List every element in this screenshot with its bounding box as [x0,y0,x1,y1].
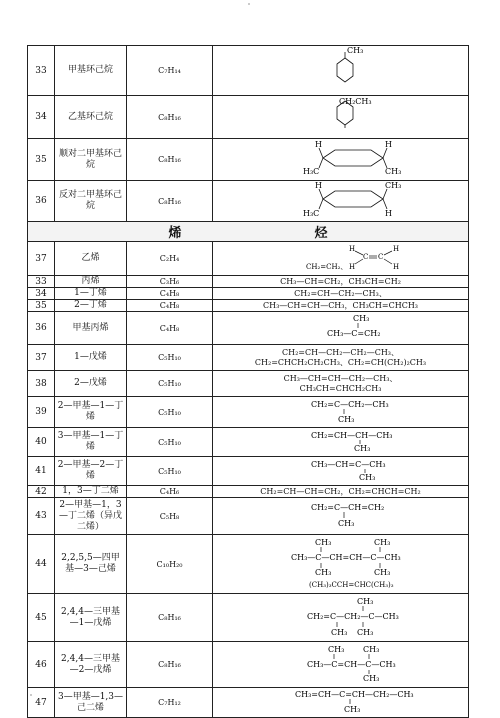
svg-text:CH₃—CH=C—CH₃: CH₃—CH=C—CH₃ [311,460,386,469]
row-number: 44 [28,535,55,594]
molecular-formula: C₄H₈ [127,312,213,345]
table-row [28,371,469,397]
structure-diagram [213,594,469,638]
row-number: 37 [28,345,55,371]
section-row [28,222,469,242]
svg-text:H: H [349,245,356,253]
svg-text:CH₃—C=CH₂: CH₃—C=CH₂ [327,329,381,338]
svg-text:CH₃: CH₃ [363,674,380,683]
structure-cell [213,688,469,718]
molecular-formula: C₅H₁₀ [127,397,213,428]
structure-text: CH₃—CH=CH₂，CH₃CH=CH₂ [213,276,469,288]
molecular-formula: C₄H₈ [127,300,213,312]
row-number: 33 [28,276,55,288]
compound-name: 顺对二甲基环己烷 [55,139,127,181]
row-number: 33 [28,46,55,96]
molecular-formula: C₈H₁₆ [127,139,213,181]
compound-name: 2,2,5,5—四甲基—3—己烯 [55,535,127,594]
table-row [28,139,469,181]
molecular-formula: C₈H₁₆ [127,594,213,642]
row-number: 40 [28,428,55,457]
molecular-formula: C₈H₁₆ [127,96,213,139]
row-number: 34 [28,288,55,300]
svg-text:H: H [393,245,400,253]
svg-text:CH₃: CH₃ [315,538,332,547]
compound-name: 乙基环己烷 [55,96,127,139]
structure-diagram [213,428,469,453]
compound-name: 1—丁烯 [55,288,127,300]
row-number: 36 [28,312,55,345]
svg-text:(CH₃)₃CCH=CHC(CH₃)₃: (CH₃)₃CCH=CHC(CH₃)₃ [309,581,394,589]
svg-text:CH₃: CH₃ [385,181,402,190]
compound-name: 乙烯 [55,242,127,276]
svg-text:CH₃: CH₃ [344,705,361,714]
compound-name: 1，3—丁二烯 [55,486,127,498]
structure-diagram [213,96,469,135]
svg-text:H₃C: H₃C [303,167,320,176]
row-number: 47 [28,688,55,718]
table-row [28,594,469,642]
compound-name: 反对二甲基环己烷 [55,181,127,222]
molecular-formula: C₄H₈ [127,288,213,300]
row-number: 35 [28,300,55,312]
row-number: 41 [28,457,55,486]
structure-cell [213,96,469,139]
structure-diagram [213,457,469,482]
row-number: 35 [28,139,55,181]
row-number: 42 [28,486,55,498]
structure-cell [213,242,469,276]
molecular-formula: C₅H₁₀ [127,371,213,397]
svg-text:CH₃: CH₃ [331,628,348,637]
structure-text: CH₃CH=CHCH₂CH₃ [299,383,382,393]
molecular-formula: C₅H₁₀ [127,457,213,486]
row-number: 45 [28,594,55,642]
structure-label: CH₂CH₃ [339,97,372,106]
svg-text:CH₂=C—CH₂—CH₃: CH₂=C—CH₂—CH₃ [311,400,389,409]
table-row [28,535,469,594]
compound-name: 3—甲基—1—丁烯 [55,428,127,457]
compound-name: 丙烯 [55,276,127,288]
svg-text:CH₃: CH₃ [354,444,371,453]
compound-name: 2—甲基—2—丁烯 [55,457,127,486]
structure-cell [213,594,469,642]
svg-text:CH₃=CH—C=CH—CH₂—CH₃: CH₃=CH—C=CH—CH₂—CH₃ [295,690,414,699]
table-row [28,288,469,300]
compound-name: 1—戊烯 [55,345,127,371]
compound-name: 2—甲基—1—丁烯 [55,397,127,428]
compound-name: 甲基环己烷 [55,46,127,96]
structure-label: CH₃ [347,46,364,55]
table-row [28,46,469,96]
svg-text:C: C [363,253,369,261]
structure-text: CH₃—CH=CH—CH₃，CH₃CH=CHCH₃ [213,300,469,312]
compound-name: 2—戊烯 [55,371,127,397]
svg-text:CH₃: CH₃ [328,645,345,654]
svg-text:CH₂=C—CH₂—C—CH₃: CH₂=C—CH₂—C—CH₃ [307,612,399,621]
svg-text:CH₃: CH₃ [357,628,374,637]
molecular-formula: C₇H₁₂ [127,688,213,718]
compound-name: 2,4,4—三甲基—2—戊烯 [55,642,127,688]
svg-text:CH₃: CH₃ [363,645,380,654]
structure-diagram [213,642,469,684]
structure-cell [213,46,469,96]
molecular-formula: C₈H₁₆ [127,642,213,688]
svg-text:CH₃: CH₃ [357,597,374,606]
svg-text:CH₃: CH₃ [353,314,370,323]
structure-diagram [213,397,469,424]
molecular-formula: C₁₀H₂₀ [127,535,213,594]
molecular-formula: C₅H₁₀ [127,345,213,371]
svg-text:CH₃: CH₃ [315,568,332,577]
svg-text:CH₃: CH₃ [338,519,355,528]
molecular-formula: C₅H₁₀ [127,428,213,457]
molecular-formula: C₃H₆ [127,276,213,288]
structure-cell [213,397,469,428]
table-row [28,486,469,498]
table-row [28,688,469,718]
compound-name: 3—甲基—1,3—己二烯 [55,688,127,718]
svg-text:H: H [393,263,400,271]
svg-text:C: C [378,253,384,261]
structure-cell [213,312,469,345]
structure-text: CH₂=CHCH₂CH₂CH₃、CH₂=CH(CH₂)₂CH₃ [254,357,427,367]
structure-diagram [213,535,469,590]
table-row [28,397,469,428]
svg-text:CH₃: CH₃ [385,167,402,176]
row-number: 46 [28,642,55,688]
structure-cell [213,457,469,486]
svg-text:CH₂=CH₂、: CH₂=CH₂、 [306,263,348,271]
molecular-formula: C₇H₁₄ [127,46,213,96]
compound-name: 2—甲基—1，3—丁二烯（异戊二烯） [55,498,127,535]
structure-diagram [213,312,469,341]
structure-diagram [213,139,469,177]
svg-text:H: H [385,209,392,218]
compound-table [27,45,469,718]
table-row [28,642,469,688]
compound-name: 甲基丙烯 [55,312,127,345]
table-row [28,276,469,288]
compound-name: 2—丁烯 [55,300,127,312]
table-row [28,242,469,276]
row-number: 36 [28,181,55,222]
structure-cell [213,181,469,222]
structure-text: CH₂=CH—CH=CH₂，CH₂=CHCH=CH₂ [213,486,469,498]
structure-cell [213,371,469,397]
svg-text:CH₃—C—CH=CH—C—CH₃: CH₃—C—CH=CH—C—CH₃ [291,553,401,562]
svg-text:CH₃: CH₃ [374,568,391,577]
table-row [28,300,469,312]
row-number: 38 [28,371,55,397]
structure-text: CH₂=CH—CH₂—CH₂—CH₃、 [281,347,400,357]
structure-cell [213,642,469,688]
svg-text:CH₃: CH₃ [359,473,376,482]
structure-cell [213,428,469,457]
svg-text:H₃C: H₃C [303,209,320,218]
molecular-formula: C₄H₆ [127,486,213,498]
table-row [28,345,469,371]
structure-cell [213,498,469,535]
structure-cell [213,345,469,371]
svg-text:H: H [315,140,322,149]
section-heading: 烯 烃 [28,222,469,242]
table-row [28,312,469,345]
compound-name: 2,4,4—三甲基—1—戊烯 [55,594,127,642]
svg-text:CH₂=CH—CH—CH₃: CH₂=CH—CH—CH₃ [311,431,393,440]
structure-diagram [213,688,469,714]
table-row [28,498,469,535]
row-number: 43 [28,498,55,535]
structure-diagram [213,46,469,92]
molecular-formula: C₂H₄ [127,242,213,276]
svg-text:CH₃—C=CH—C—CH₃: CH₃—C=CH—C—CH₃ [307,660,396,669]
structure-text: CH₂=CH—CH₂—CH₃、 [213,288,469,300]
row-number: 39 [28,397,55,428]
structure-cell [213,535,469,594]
structure-diagram [213,181,469,218]
page-mark [30,694,32,696]
table-row [28,428,469,457]
structure-text: CH₃—CH=CH—CH₂—CH₃、 [283,373,398,383]
structure-diagram [213,242,469,272]
molecular-formula: C₅H₈ [127,498,213,535]
table-row [28,96,469,139]
structure-cell [213,139,469,181]
molecular-formula: C₈H₁₆ [127,181,213,222]
svg-text:CH₂=C—CH=CH₂: CH₂=C—CH=CH₂ [311,503,385,512]
svg-text:H: H [315,181,322,190]
svg-text:H: H [349,263,356,271]
structure-diagram [213,498,469,531]
table-row [28,181,469,222]
page-mark [248,3,250,5]
svg-text:CH₃: CH₃ [374,538,391,547]
row-number: 34 [28,96,55,139]
row-number: 37 [28,242,55,276]
table-row [28,457,469,486]
svg-text:CH₃: CH₃ [338,415,355,424]
svg-text:H: H [385,140,392,149]
